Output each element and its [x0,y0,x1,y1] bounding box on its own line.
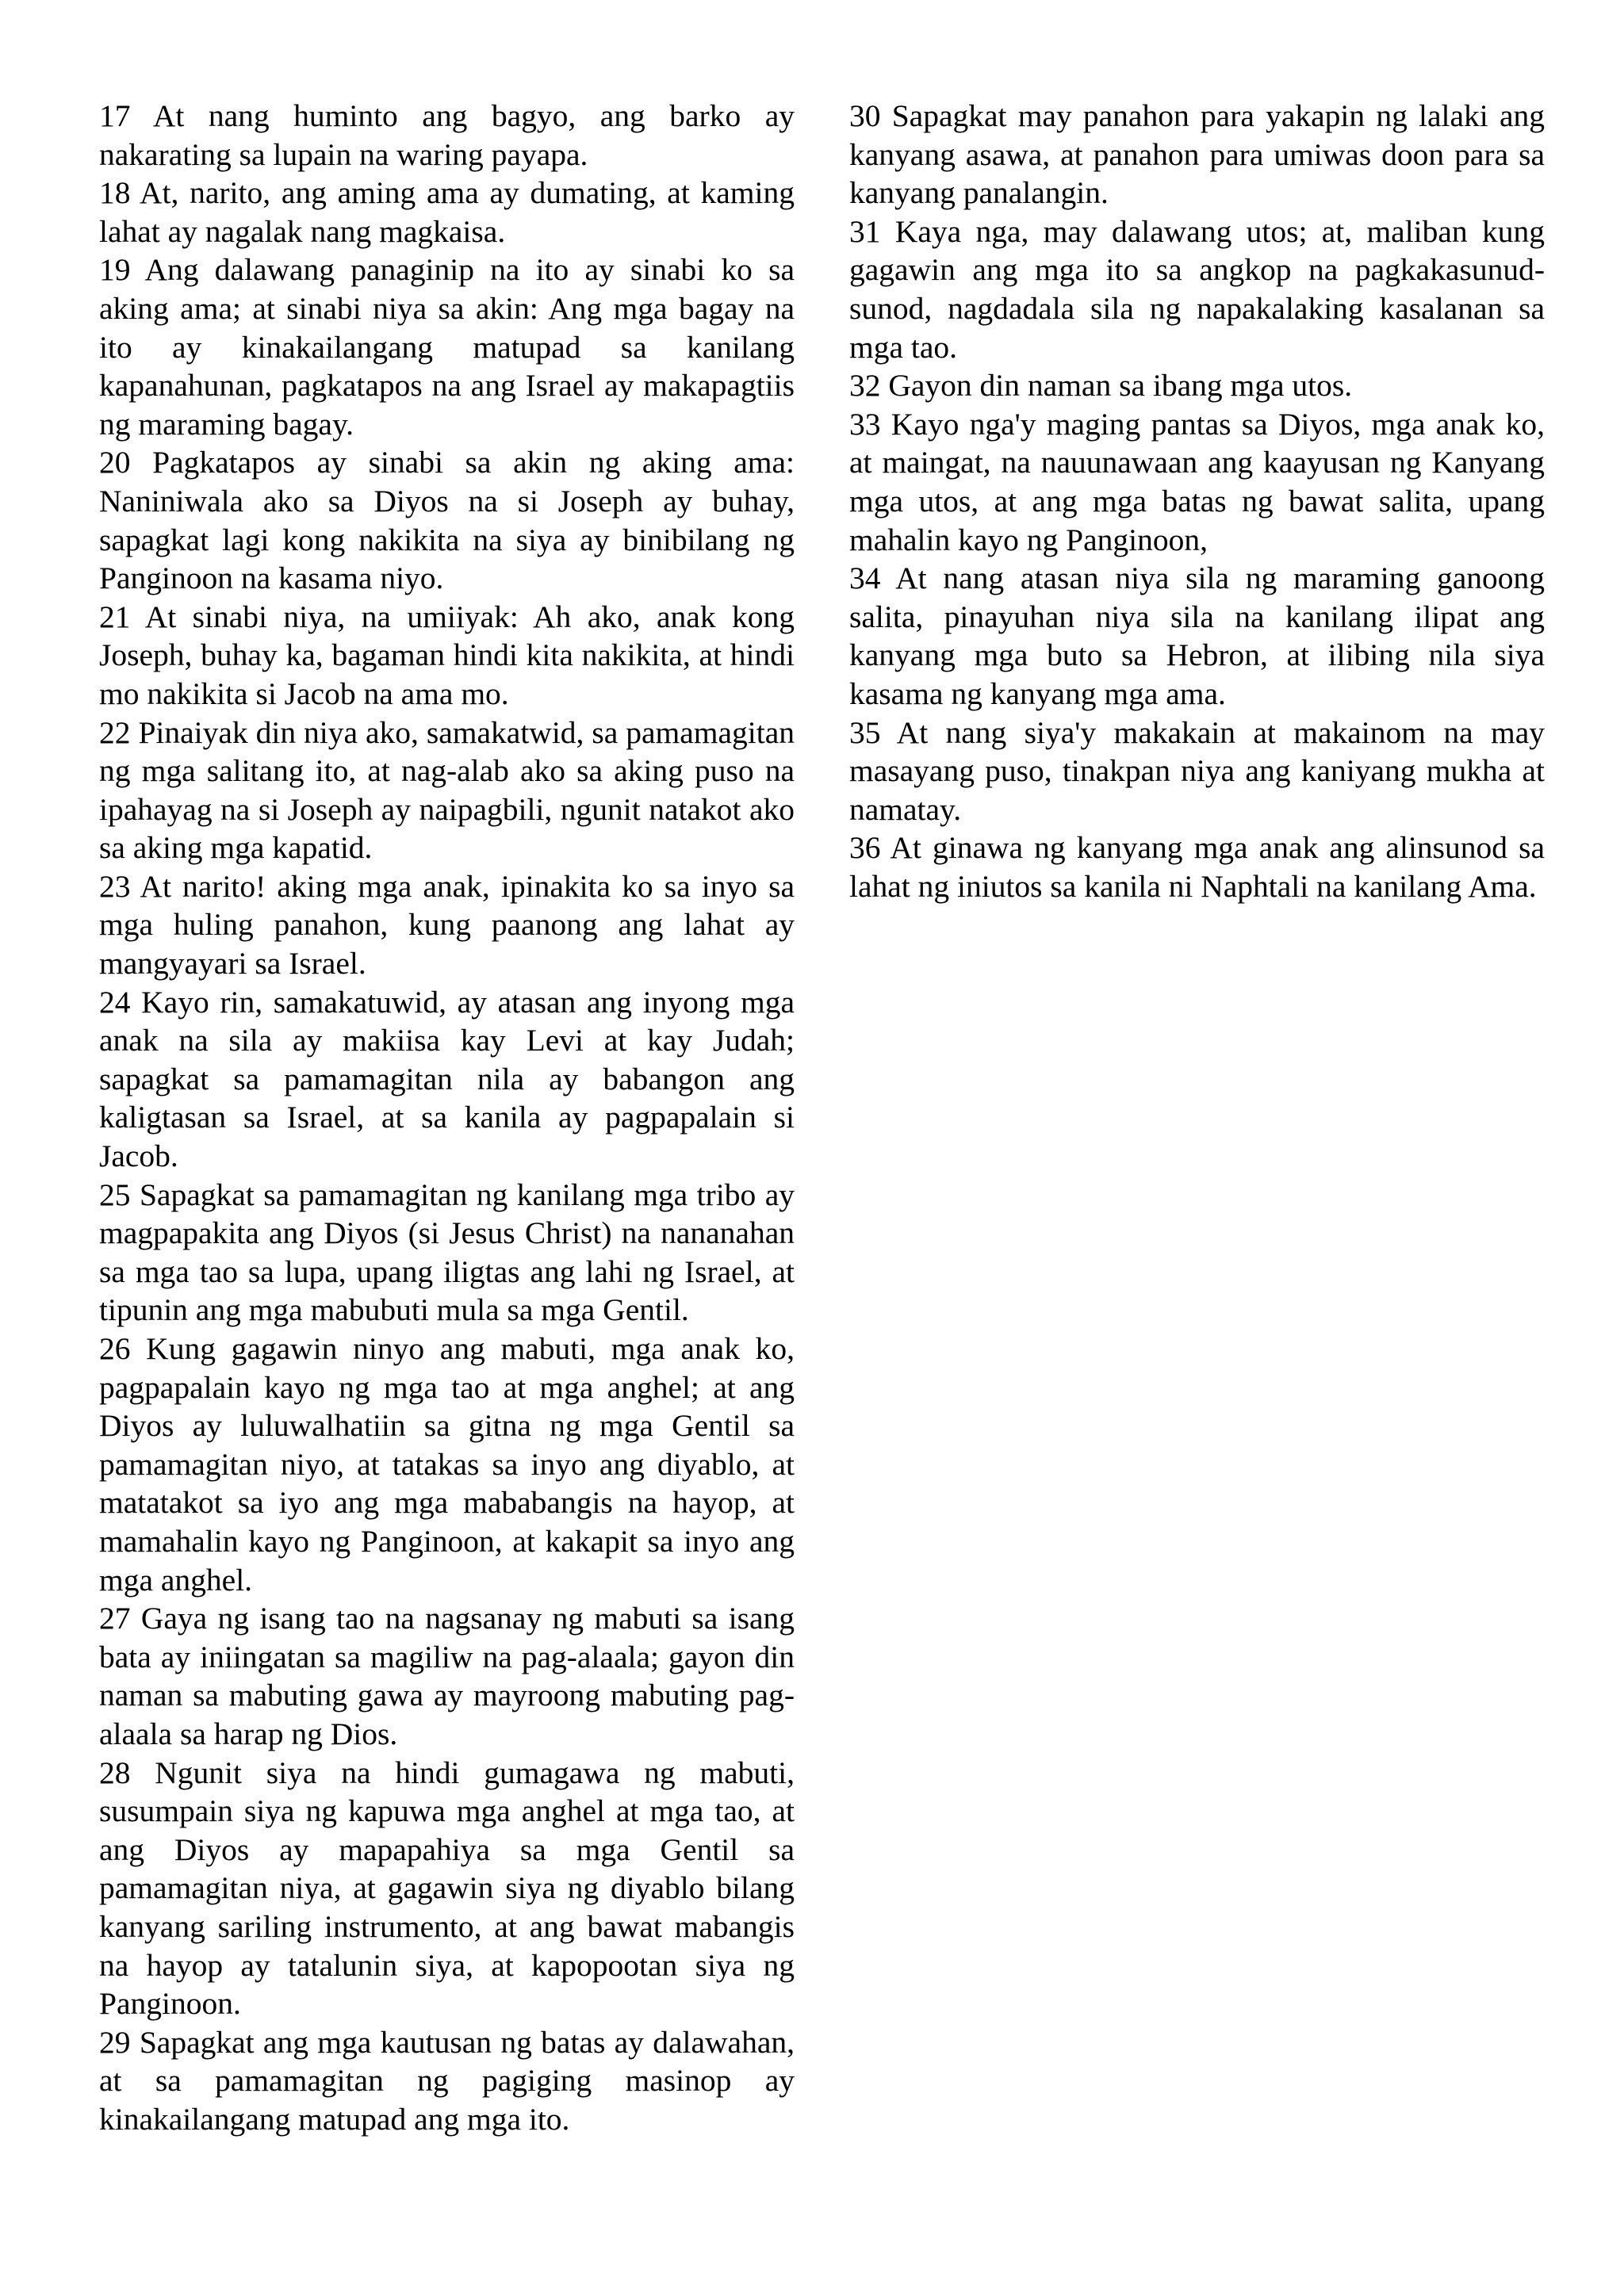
verse-30: 30 Sapagkat may panahon para yakapin ng lalaki ang kanyang asawa, at panahon para umiwas doon para sa kanyang panalangin. [849,98,1545,211]
verse-18: 18 At, narito, ang aming ama ay dumating, at kaming lahat ay nagalak nang magkaisa. [99,175,795,249]
verse-36: 36 At ginawa ng kanyang mga anak ang alinsunod sa lahat ng iniutos sa kanila ni Naphtali na kanilang Ama. [849,830,1545,904]
left-text-column [99,97,795,2138]
verse-19: 19 Ang dalawang panaginip na ito ay sinabi ko sa aking ama; at sinabi niya sa akin: Ang mga bagay na ito ay kinakailangang matupad sa kanilang kapanahunan, pagkatapos na ang Israel ay makapagtiis ng maraming bagay. [99,252,795,442]
verse-22: 22 Pinaiyak din niya ako, samakatwid, sa pamamagitan ng mga salitang ito, at nag-alab ako sa aking puso na ipahayag na si Joseph ay naipagbili, ngunit natakot ako sa aking mga kapatid. [99,714,795,866]
verse-21: 21 At sinabi niya, na umiiyak: Ah ako, anak kong Joseph, buhay ka, bagaman hindi kita nakikita, at hindi mo nakikita si Jacob na ama mo. [99,599,795,711]
verse-26: 26 Kung gagawin ninyo ang mabuti, mga anak ko, pagpapalain kayo ng mga tao at mga anghel; at ang Diyos ay luluwalhatiin sa gitna ng mga Gentil sa pamamagitan niyo, at tatakas sa inyo ang diyablo, at matatakot sa iyo ang mga mababangis na hayop, at mamahalin kayo ng Panginoon, at kakapit sa inyo ang mga anghel. [99,1331,795,1598]
right-text-column [849,97,1545,905]
verse-29: 29 Sapagkat ang mga kautusan ng batas ay dalawahan, at sa pamamagitan ng pagiging masinop ay kinakailangang matupad ang mga ito. [99,2024,795,2137]
verse-25: 25 Sapagkat sa pamamagitan ng kanilang mga tribo ay magpapakita ang Diyos (si Jesus Christ) na nananahan sa mga tao sa lupa, upang iligtas ang lahi ng Israel, at tipunin ang mga mabubuti mula sa mga Gentil. [99,1177,795,1328]
verse-34: 34 At nang atasan niya sila ng maraming ganoong salita, pinayuhan niya sila na kanilang ilipat ang kanyang mga buto sa Hebron, at ilibing nila siya kasama ng kanyang mga ama. [849,561,1545,711]
verse-35: 35 At nang siya'y makakain at makainom na may masayang puso, tinakpan niya ang kaniyang mukha at namatay. [849,714,1545,827]
verse-17: 17 At nang huminto ang bagyo, ang barko ay nakarating sa lupain na waring payapa. [99,98,795,172]
verse-32: 32 Gayon din naman sa ibang mga utos. [849,368,1353,404]
verse-28: 28 Ngunit siya na hindi gumagawa ng mabuti, susumpain siya ng kapuwa mga anghel at mga tao, at ang Diyos ay mapapahiya sa mga Gentil sa pamamagitan niya, at gagawin siya ng diyablo bilang kanyang sariling instrumento, at ang bawat mabangis na hayop ay tatalunin siya, at kapopootan siya ng Panginoon. [99,1755,795,2022]
verse-20: 20 Pagkatapos ay sinabi sa akin ng aking ama: Naniniwala ako sa Diyos na si Joseph ay buhay, sapagkat lagi kong nakikita na siya ay binibilang ng Panginoon na kasama niyo. [99,445,795,596]
verse-33: 33 Kayo nga'y maging pantas sa Diyos, mga anak ko, at maingat, na nauunawaan ang kaayusan ng Kanyang mga utos, at ang mga batas ng bawat salita, upang mahalin kayo ng Panginoon, [849,406,1545,557]
verse-24: 24 Kayo rin, samakatuwid, ay atasan ang inyong mga anak na sila ay makiisa kay Levi at kay Judah; sapagkat sa pamamagitan nila ay babangon ang kaligtasan sa Israel, at sa kanila ay pagpapalain si Jacob. [99,984,795,1174]
verse-23: 23 At narito! aking mga anak, ipinakita ko sa inyo sa mga huling panahon, kung paanong ang lahat ay mangyayari sa Israel. [99,868,795,982]
verse-27: 27 Gaya ng isang tao na nagsanay ng mabuti sa isang bata ay iniingatan sa magiliw na pag-alaala; gayon din naman sa mabuting gawa ay mayroong mabuting pag-alaala sa harap ng Dios. [99,1601,795,1751]
verse-31: 31 Kaya nga, may dalawang utos; at, maliban kung gagawin ang mga ito sa angkop na pagkakasunud-sunod, nagdadala sila ng napakalaking kasalanan sa mga tao. [849,213,1545,365]
